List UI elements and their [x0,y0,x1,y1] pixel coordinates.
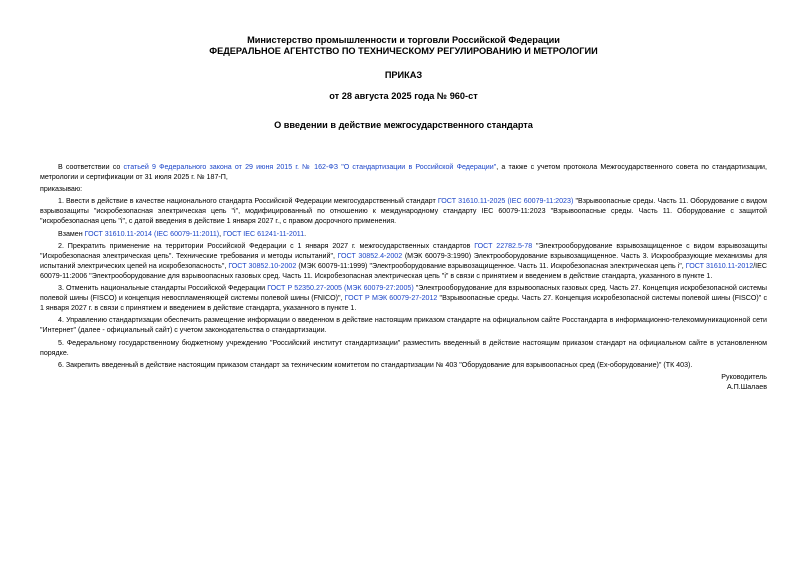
gost-30852-4-2002-link[interactable]: ГОСТ 30852.4-2002 [337,251,403,260]
item-5-paragraph: 5. Федеральному государственному бюджетному учреждению "Российский институт стандартизации" разместить введенный в действие настоящим приказом стандарт на официальном сайте в установленном порядке. [40,338,767,357]
federal-law-link[interactable]: статьей 9 Федерального закона от 29 июня 2015 г. № 162-ФЗ "О стандартизации в Российской Федерации" [123,163,497,171]
item-3-text-3: "Взрывоопасные среды. Часть 27. Концепция искробезопасной системы полевой шины (FISCO)" с 1 января 2027 г. в связи с принятием и введением в действие стандарта, указанного в пункте 1. [40,294,767,313]
replaces-text-2: , [219,229,224,238]
item-1-text-1: 1. Ввести в действие в качестве национального стандарта Российской Федерации межгосударственный стандарт [58,197,438,206]
document-header [40,0,767,57]
signatory-position: Руководитель [721,372,767,381]
item-3-text-2: "Электрооборудование для взрывоопасных газовых сред. Часть 27. Концепция искробезопасной системы полевой шины (FISCO) и концепция невоспламеняющей системы полевой шины (FNICO)", [40,284,768,303]
item-2-text-4: (МЭК 60079-11:1999) "Электрооборудование взрывозащищенное. Часть 11. Искробезопасная электрическая цепь i", [296,261,686,270]
agency-name: ФЕДЕРАЛЬНОЕ АГЕНТСТВО ПО ТЕХНИЧЕСКОМУ РЕГУЛИРОВАНИЮ И МЕТРОЛОГИИ [209,46,598,56]
signatory-name: А.П.Шалаев [726,382,767,391]
gost-31610-11-2025-link[interactable]: ГОСТ 31610.11-2025 (IEC 60079-11:2023) [437,197,574,206]
gost-r-52350-27-2005-link[interactable]: ГОСТ Р 52350.27-2005 (МЭК 60079-27:2005) [267,284,414,293]
replaces-text-1: Взамен [58,229,85,238]
gost-22782-5-78-link[interactable]: ГОСТ 22782.5-78 [474,241,533,250]
order-word: приказываю: [40,185,83,194]
item-3-text-1: 3. Отменить национальные стандарты Российской Федерации [58,284,268,293]
gost-iec-61241-11-2011-link[interactable]: ГОСТ IEC 61241-11-2011 [223,229,305,238]
ministry-name: Министерство промышленности и торговли Российской Федерации [247,35,560,45]
order-title: ПРИКАЗ [384,70,423,80]
replaces-paragraph [40,229,767,239]
preamble-text-2: , а также с учетом протокола Межгосударственного совета по стандартизации, метрологии и сертификации от 31 июля 2025 г. № 187-П, [40,163,767,182]
preamble-paragraph [40,162,767,182]
item-6-paragraph: 6. Закрепить введенный в действие настоящим приказом стандарт за техническим комитетом по стандартизации № 403 "Оборудование для взрывоопасных сред (Ex-оборудование)" (ТК 403). [58,360,693,369]
item-2-text-5: /IEC 60079-11:2006 "Электрооборудование для взрывоопасных газовых сред. Часть 11. Искробезопасная электрическая цепь "i" в связи с принятием и введением в действие стандарта, указанного в пункте 1. [40,261,767,280]
item-2-text-1: 2. Прекратить применение на территории Российской Федерации с 1 января 2027 г. межгосударственных стандартов [58,241,475,250]
document-body [40,162,767,370]
gost-31610-11-2014-link[interactable]: ГОСТ 31610.11-2014 (IEC 60079-11:2011) [84,229,220,238]
replaces-text-3: . [304,229,307,238]
item-2-text-2: "Электрооборудование взрывозащищенное с видом взрывозащиты "Искробезопасная электрическая цепь". Технические требования и методы испытаний", [40,241,767,260]
order-subject: О введении в действие межгосударственного стандарта [274,120,533,130]
item-2-text-3: (МЭК 60079-3:1990) Электрооборудование взрывозащищенное. Часть 3. Искрообразующие механизмы для испытаний электрических цепей на искробезопасность", [40,251,767,270]
gost-31610-11-2012-link[interactable]: ГОСТ 31610.11-2012 [685,261,754,270]
item-1-text-2: "Взрывоопасные среды. Часть 11. Оборудование с видом взрывозащиты "искробезопасная электрическая цепь "i", модифицированный по отношению к международному стандарту IEC 60079-11:2023 "Взрывоопасные среды. Часть 11. Оборудование с защитой "искробезопасная цепь "i", с датой введения в действие 1 января 2027 г., с правом досрочного применения. [40,197,767,226]
gost-r-mek-60079-27-2012-link[interactable]: ГОСТ Р МЭК 60079-27-2012 [344,294,438,303]
order-date: от 28 августа 2025 года № 960-ст [329,91,478,101]
item-4-paragraph: 4. Управлению стандартизации обеспечить размещение информации о введенном в действие настоящим приказом стандарте на официальном сайте Росстандарта в информационно-телекоммуникационной сети "Интернет" (далее - официальный сайт) с учетом законодательства о стандартизации. [40,316,767,335]
signature-block [40,372,767,392]
item-3-paragraph [40,283,767,313]
preamble-text-1: В соответствии со [58,163,124,171]
item-2-paragraph [40,241,767,281]
gost-30852-10-2002-link[interactable]: ГОСТ 30852.10-2002 [228,261,297,270]
item-1-paragraph [40,196,767,226]
